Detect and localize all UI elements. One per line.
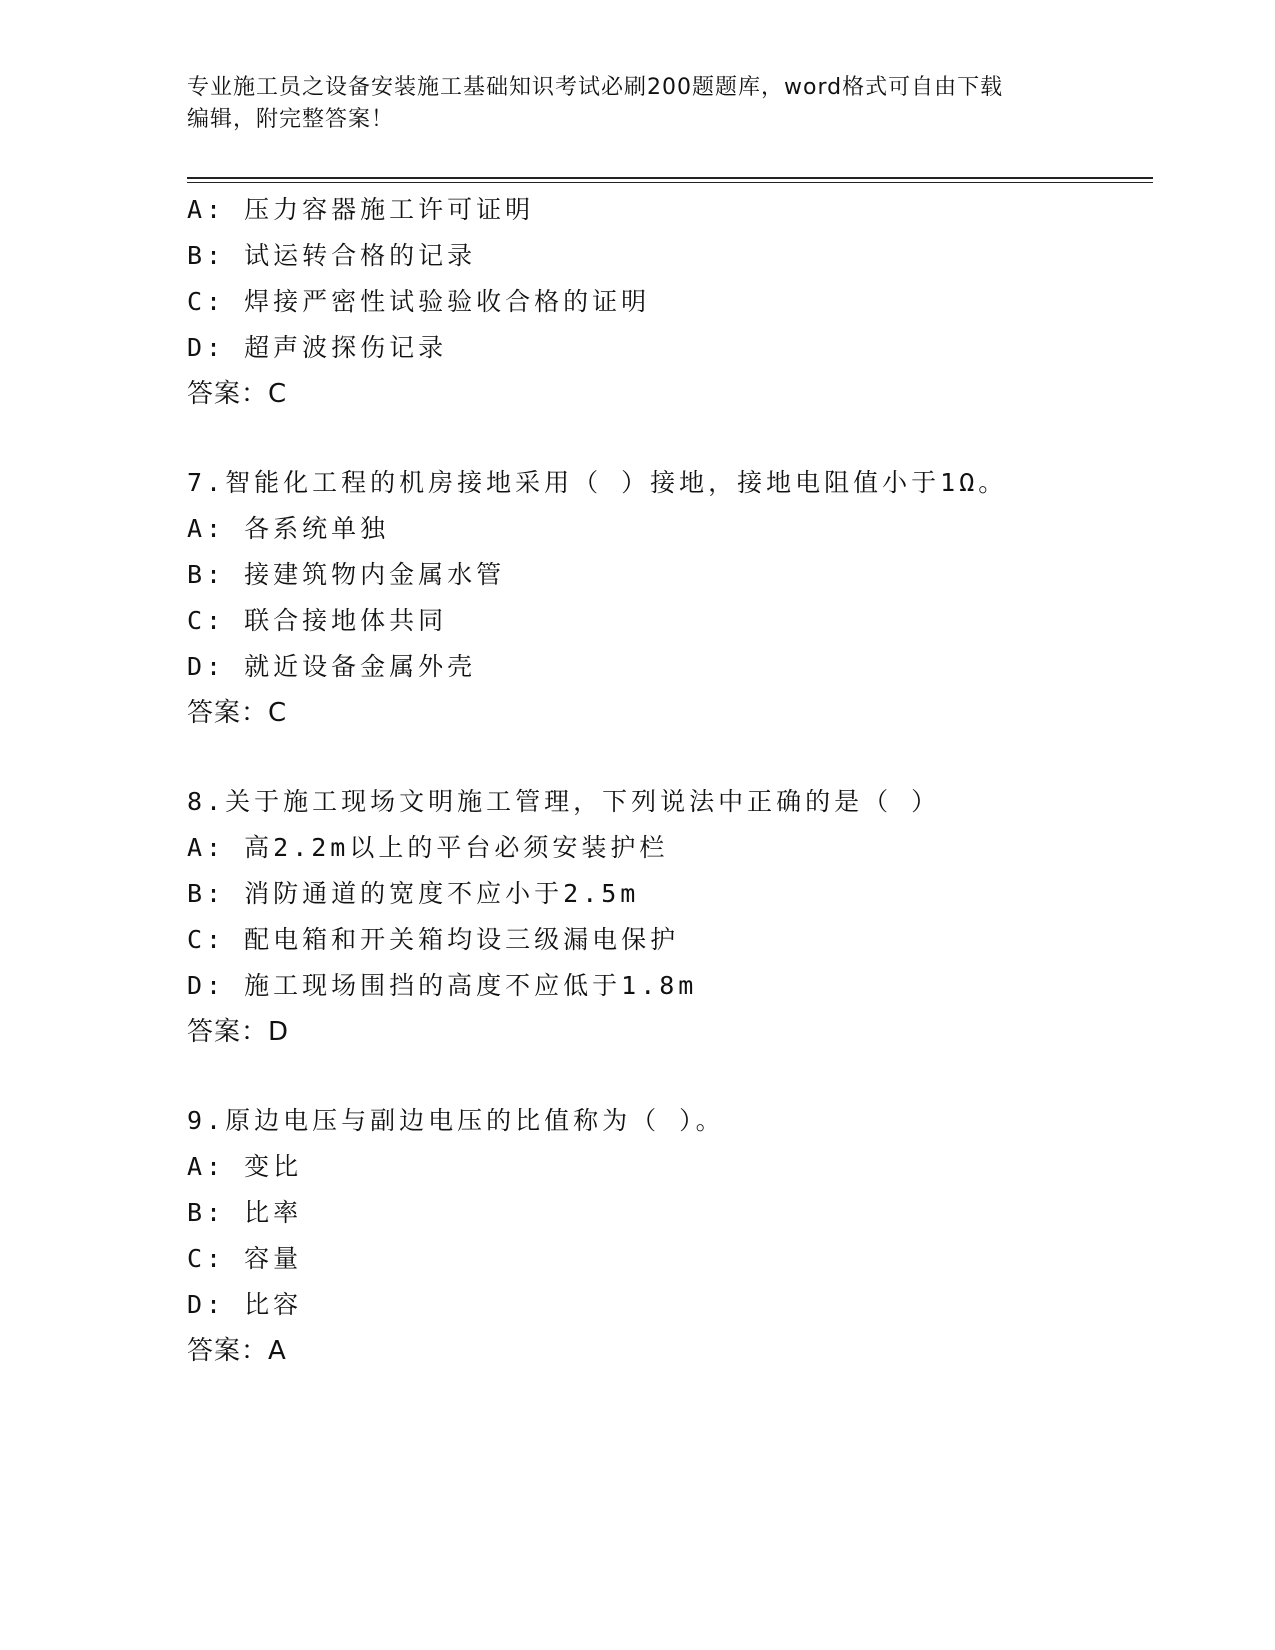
question-block	[187, 460, 1153, 736]
document-header	[187, 72, 1087, 136]
option-c: C: 焊接严密性试验验收合格的证明	[187, 287, 651, 316]
option-d: D: 就近设备金属外壳	[187, 652, 477, 681]
option-b: B: 消防通道的宽度不应小于2.5m	[187, 879, 640, 908]
question-block	[187, 1098, 1153, 1374]
option-c: C: 联合接地体共同	[187, 606, 448, 635]
option-b: B: 接建筑物内金属水管	[187, 560, 506, 589]
header-line-1: 专业施工员之设备安装施工基础知识考试必刷200题题库，word格式可自由下载	[187, 75, 1004, 100]
option-c: C: 配电箱和开关箱均设三级漏电保护	[187, 925, 680, 954]
block-spacer	[187, 736, 1153, 779]
question-list	[187, 187, 1153, 1374]
block-spacer	[187, 417, 1153, 460]
option-d: D: 比容	[187, 1290, 303, 1319]
question-text: 9.原边电压与副边电压的比值称为（ ）。	[187, 1106, 725, 1135]
option-d: D: 超声波探伤记录	[187, 333, 448, 362]
option-c: C: 容量	[187, 1244, 303, 1273]
option-b: B: 比率	[187, 1198, 303, 1227]
option-a: A: 压力容器施工许可证明	[187, 195, 535, 224]
block-spacer	[187, 1055, 1153, 1098]
option-a: A: 变比	[187, 1152, 303, 1181]
question-block	[187, 779, 1153, 1055]
option-a: A: 各系统单独	[187, 514, 390, 543]
answer-line: 答案：C	[187, 379, 288, 409]
option-d: D: 施工现场围挡的高度不应低于1.8m	[187, 971, 698, 1000]
option-a: A: 高2.2m以上的平台必须安装护栏	[187, 833, 669, 862]
question-text: 7.智能化工程的机房接地采用（ ）接地，接地电阻值小于1Ω。	[187, 468, 1008, 497]
question-block	[187, 187, 1153, 417]
header-divider-thin	[187, 182, 1153, 183]
header-divider-thick	[187, 177, 1153, 179]
option-b: B: 试运转合格的记录	[187, 241, 477, 270]
answer-line: 答案：A	[187, 1336, 287, 1366]
answer-line: 答案：C	[187, 698, 288, 728]
answer-line: 答案：D	[187, 1017, 290, 1047]
header-line-2: 编辑，附完整答案！	[187, 107, 395, 132]
question-text: 8.关于施工现场文明施工管理，下列说法中正确的是（ ）	[187, 787, 941, 816]
